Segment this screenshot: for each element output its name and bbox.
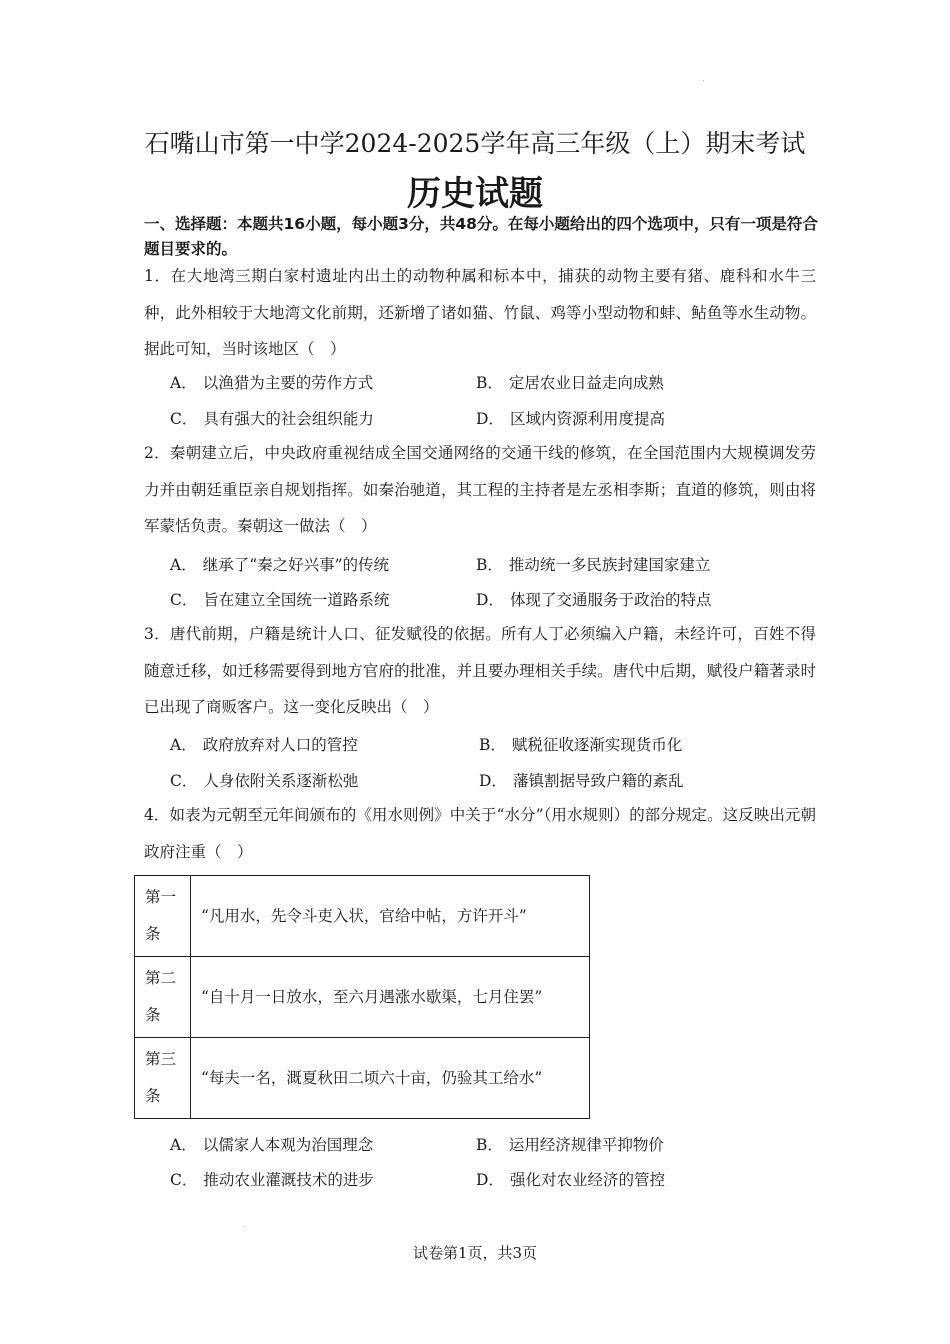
question-4-option-b: B． 运用经济规律平抑物价 xyxy=(476,1136,664,1154)
question-3-option-d: D． 藩镇割据导致户籍的紊乱 xyxy=(479,772,684,790)
question-2-option-a: A． 继承了“秦之好兴事”的传统 xyxy=(170,556,390,574)
table-row xyxy=(135,957,590,1038)
scan-speck xyxy=(243,1226,244,1227)
question-1-option-b: B． 定居农业日益走向成熟 xyxy=(476,374,664,392)
page-number-footer: 试卷第1页，共3页 xyxy=(412,1244,538,1262)
question-4-stem: 4．如表为元朝至元年间颁布的《用水则例》中关于“水分”（用水规则）的部分规定。这反映出元朝政府注重（ ） xyxy=(144,806,816,861)
question-3-stem: 3．唐代前期，户籍是统计人口、征发赋役的依据。所有人丁必须编入户籍，未经许可，百姓不得随意迁移，如迁移需要得到地方官府的批准，并且要办理相关手续。唐代中后期，赋役户籍著录时已出现了商贩客户。这一变化反映出（ ） xyxy=(144,625,816,716)
rule-text-cell: “自十月一日放水，至六月遇涨水歇渠，七月住罢” xyxy=(191,957,590,1038)
rule-text-cell: “每夫一名，溉夏秋田二顷六十亩，仍验其工给水” xyxy=(191,1038,590,1119)
question-3-option-c: C． 人身依附关系逐渐松弛 xyxy=(170,772,359,790)
rule-text-cell: “凡用水，先令斗吏入状，官给中帖，方许开斗” xyxy=(191,876,590,957)
question-3-option-b: B． 赋税征收逐渐实现货币化 xyxy=(479,736,683,754)
section-heading: 一、选择题：本题共16小题，每小题3分，共48分。在每小题给出的四个选项中，只有一项是符合题目要求的。 xyxy=(144,215,818,258)
question-1-option-c: C． 具有强大的社会组织能力 xyxy=(170,410,374,428)
question-1-stem: 1．在大地湾三期白家村遗址内出土的动物种属和标本中，捕获的动物主要有猪、鹿科和水牛三种，此外相较于大地湾文化前期，还新增了诸如猫、竹鼠、鸡等小型动物和蚌、鲇鱼等水生动物。据此可知，当时该地区（ ） xyxy=(144,267,816,358)
rule-number-cell: 第一条 xyxy=(135,876,191,957)
question-3-option-a: A． 政府放弃对人口的管控 xyxy=(170,736,358,754)
water-rules-table xyxy=(134,875,590,1119)
scan-speck xyxy=(703,80,704,81)
subject-title: 历史试题 xyxy=(407,174,543,214)
question-1-option-a: A． 以渔猎为主要的劳作方式 xyxy=(170,374,374,392)
question-1-option-d: D． 区域内资源利用度提高 xyxy=(476,410,665,428)
question-2-stem: 2．秦朝建立后，中央政府重视结成全国交通网络的交通干线的修筑，在全国范围内大规模调发劳力并由朝廷重臣亲自规划指挥。如秦治驰道，其工程的主持者是左丞相李斯；直道的修筑，则由将军蒙恬负责。秦朝这一做法（ ） xyxy=(144,444,816,535)
table-row xyxy=(135,1038,590,1119)
question-2-option-c: C． 旨在建立全国统一道路系统 xyxy=(170,591,390,609)
question-2-option-d: D． 体现了交通服务于政治的特点 xyxy=(476,591,712,609)
school-exam-title: 石嘴山市第一中学2024-2025学年高三年级（上）期末考试 xyxy=(144,129,806,158)
rule-number-cell: 第三条 xyxy=(135,1038,191,1119)
question-4-option-d: D． 强化对农业经济的管控 xyxy=(476,1171,665,1189)
question-4-option-a: A． 以儒家人本观为治国理念 xyxy=(170,1136,374,1154)
rule-number-cell: 第二条 xyxy=(135,957,191,1038)
table-row xyxy=(135,876,590,957)
question-2-option-b: B． 推动统一多民族封建国家建立 xyxy=(476,556,711,574)
question-4-option-c: C． 推动农业灌溉技术的进步 xyxy=(170,1171,374,1189)
